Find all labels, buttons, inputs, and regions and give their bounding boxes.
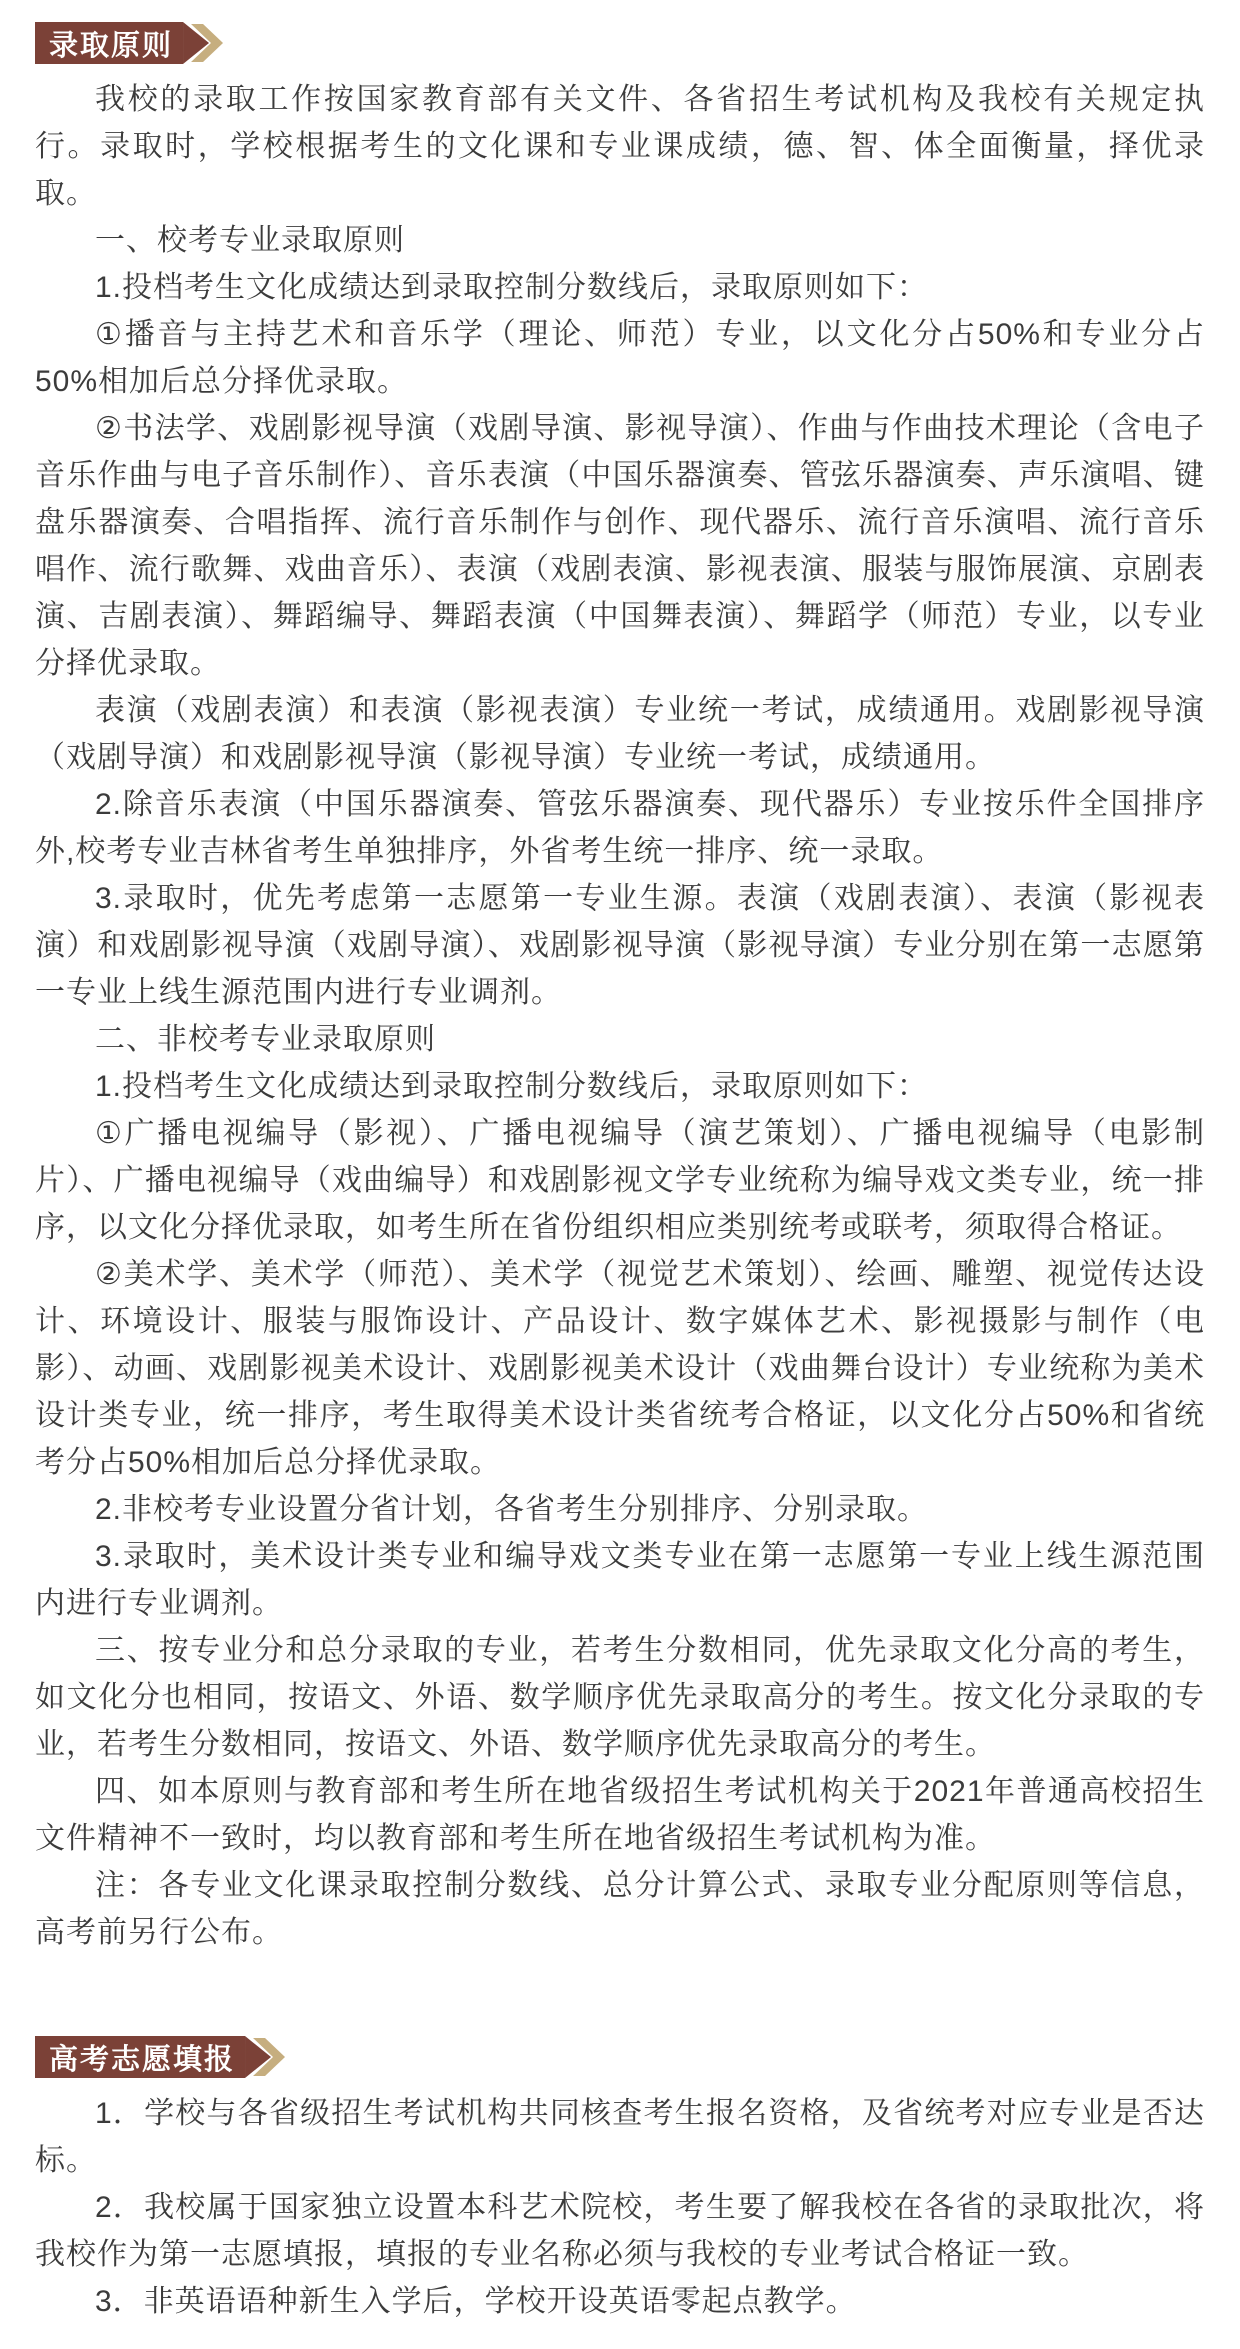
paragraph: 三、按专业分和总分录取的专业，若考生分数相同，优先录取文化分高的考生，如文化分也相同，按语文、外语、数学顺序优先录取高分的考生。按文化分录取的专业，若考生分数相同，按语文、外语、数学顺序优先录取高分的考生。 <box>35 1634 1205 1761</box>
paragraph: 2．我校属于国家独立设置本科艺术院校，考生要了解我校在各省的录取批次，将我校作为第一志愿填报，填报的专业名称必须与我校的专业考试合格证一致。 <box>35 2191 1205 2271</box>
section-header-gaokao-application <box>35 2034 1205 2080</box>
section-header-admission-principles <box>35 20 1205 66</box>
section-badge-label: 录取原则 <box>49 29 174 62</box>
paragraph: ②书法学、戏剧影视导演（戏剧导演、影视导演）、作曲与作曲技术理论（含电子音乐作曲与电子音乐制作）、音乐表演（中国乐器演奏、管弦乐器演奏、声乐演唱、键盘乐器演奏、合唱指挥、流行音乐制作与创作、现代器乐、流行音乐演唱、流行音乐唱作、流行歌舞、戏曲音乐）、表演（戏剧表演、影视表演、服装与服饰展演、京剧表演、吉剧表演）、舞蹈编导、舞蹈表演（中国舞表演）、舞蹈学（师范）专业，以专业分择优录取。 <box>35 412 1205 680</box>
paragraph: 3.录取时，美术设计类专业和编导戏文类专业在第一志愿第一专业上线生源范围内进行专业调剂。 <box>35 1540 1205 1620</box>
section-badge <box>35 22 183 64</box>
paragraph: 2.非校考专业设置分省计划，各省考生分别排序、分别录取。 <box>95 1493 929 1526</box>
section-admission-principles <box>35 20 1205 1956</box>
paragraph: 注：各专业文化课录取控制分数线、总分计算公式、录取专业分配原则等信息，高考前另行公布。 <box>35 1869 1205 1949</box>
section-badge-label: 高考志愿填报 <box>49 2043 236 2076</box>
section-gaokao-application <box>35 2034 1205 2325</box>
paragraph: ①广播电视编导（影视）、广播电视编导（演艺策划）、广播电视编导（电影制片）、广播电视编导（戏曲编导）和戏剧影视文学专业统称为编导戏文类专业，统一排序，以文化分择优录取，如考生所在省份组织相应类别统考或联考，须取得合格证。 <box>35 1117 1205 1244</box>
paragraph: 1.投档考生文化成绩达到录取控制分数线后，录取原则如下： <box>95 1070 929 1103</box>
paragraph: ②美术学、美术学（师范）、美术学（视觉艺术策划）、绘画、雕塑、视觉传达设计、环境设计、服装与服饰设计、产品设计、数字媒体艺术、影视摄影与制作（电影）、动画、戏剧影视美术设计、戏剧影视美术设计（戏曲舞台设计）专业统称为美术设计类专业，统一排序，考生取得美术设计类省统考合格证，以文化分占50%和省统考分占50%相加后总分择优录取。 <box>35 1258 1205 1479</box>
paragraph: 2.除音乐表演（中国乐器演奏、管弦乐器演奏、现代器乐）专业按乐件全国排序外,校考专业吉林省考生单独排序，外省考生统一排序、统一录取。 <box>35 788 1205 868</box>
section-badge <box>35 2036 245 2078</box>
paragraph: 一、校考专业录取原则 <box>95 224 405 257</box>
paragraph: 表演（戏剧表演）和表演（影视表演）专业统一考试，成绩通用。戏剧影视导演（戏剧导演）和戏剧影视导演（影视导演）专业统一考试，成绩通用。 <box>35 694 1205 774</box>
paragraph: 3．非英语语种新生入学后，学校开设英语零起点教学。 <box>95 2285 857 2318</box>
paragraph: 二、非校考专业录取原则 <box>95 1023 436 1056</box>
paragraph: 四、如本原则与教育部和考生所在地省级招生考试机构关于2021年普通高校招生文件精神不一致时，均以教育部和考生所在地省级招生考试机构为准。 <box>35 1775 1205 1855</box>
paragraph: ①播音与主持艺术和音乐学（理论、师范）专业，以文化分占50%和专业分占50%相加后总分择优录取。 <box>35 318 1205 398</box>
paragraph: 我校的录取工作按国家教育部有关文件、各省招生考试机构及我校有关规定执行。录取时，学校根据考生的文化课和专业课成绩，德、智、体全面衡量，择优录取。 <box>35 83 1205 210</box>
paragraph: 1.投档考生文化成绩达到录取控制分数线后，录取原则如下： <box>95 271 929 304</box>
paragraph: 1．学校与各省级招生考试机构共同核查考生报名资格，及省统考对应专业是否达标。 <box>35 2097 1205 2177</box>
paragraph: 3.录取时，优先考虑第一志愿第一专业生源。表演（戏剧表演）、表演（影视表演）和戏剧影视导演（戏剧导演）、戏剧影视导演（影视导演）专业分别在第一志愿第一专业上线生源范围内进行专业调剂。 <box>35 882 1205 1009</box>
